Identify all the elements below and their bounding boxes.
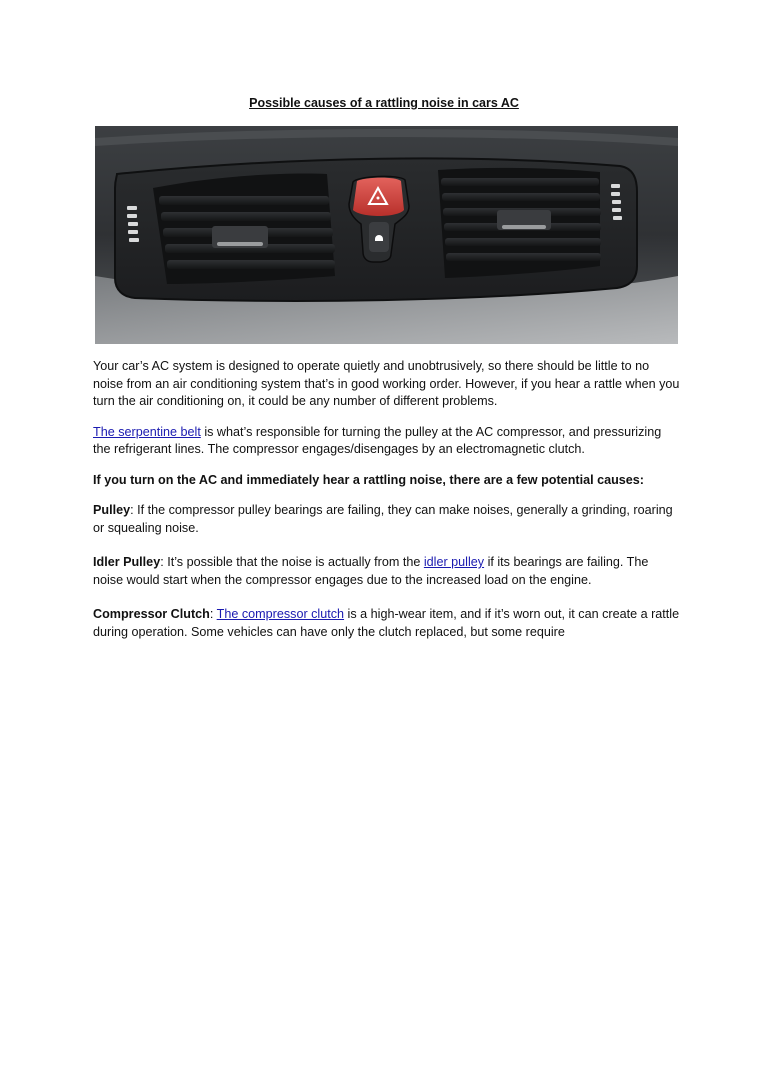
serpentine-text: is what’s responsible for turning the pulley at the AC compressor, and pressurizing the refrigerant lines. The compressor engages/disengages by an electromagnetic clutch.: [93, 424, 662, 456]
idler-pulley-text-post: if its bearings are failing. The noise would start when the compressor engages due to the increased load on the engine.: [93, 555, 649, 587]
car-ac-vents-photo: [95, 126, 678, 344]
intro-text: Your car’s AC system is designed to operate quietly and unobtrusively, so there should be little to no noise from an air conditioning system that’s in good working order. However, if you hear a rattle when you turn the air conditioning on, it could be any number of different problems.: [93, 359, 680, 408]
pulley-paragraph: [93, 502, 681, 537]
idler-pulley-term: Idler Pulley: [93, 555, 161, 569]
causes-intro-text: If you turn on the AC and immediately hear a rattling noise, there are a few potential causes:: [93, 472, 644, 487]
compressor-clutch-colon: :: [209, 607, 217, 621]
idler-pulley-link[interactable]: idler pulley: [423, 555, 485, 569]
intro-paragraph: [93, 358, 681, 411]
article-body: [93, 358, 681, 654]
compressor-clutch-link[interactable]: The compressor clutch: [216, 607, 345, 621]
pulley-term: Pulley: [93, 503, 131, 517]
idler-pulley-text-pre: : It’s possible that the noise is actually from the: [160, 555, 424, 569]
idler-pulley-paragraph: [93, 554, 681, 589]
serpentine-belt-link[interactable]: The serpentine belt: [93, 424, 201, 439]
serpentine-paragraph: [93, 424, 681, 459]
document-title: Possible causes of a rattling noise in cars AC: [249, 96, 519, 110]
compressor-clutch-paragraph: [93, 606, 681, 641]
compressor-clutch-term: Compressor Clutch: [93, 607, 210, 621]
compressor-clutch-text: is a high-wear item, and if it’s worn out, it can create a rattle during operation. Some vehicles can have only the clutch replaced, but some require: [93, 607, 680, 639]
causes-intro-paragraph: [93, 472, 681, 490]
pulley-text: : If the compressor pulley bearings are failing, they can make noises, generally a grinding, roaring or squealing noise.: [93, 503, 673, 535]
